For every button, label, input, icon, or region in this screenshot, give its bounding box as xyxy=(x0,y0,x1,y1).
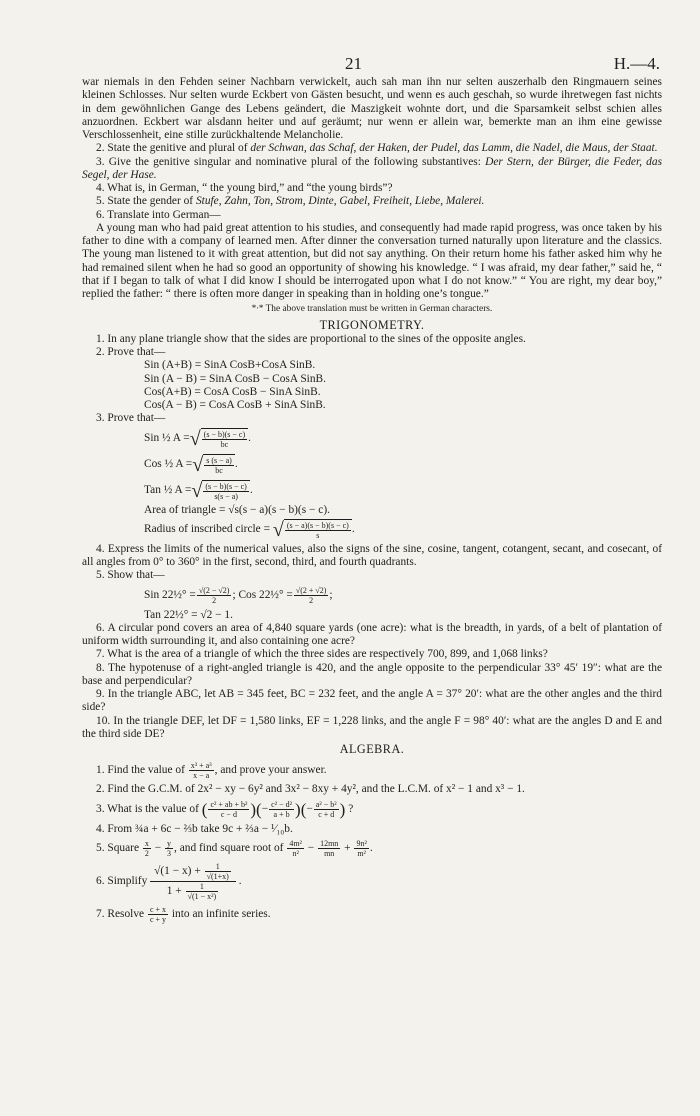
trig-q2-line: Sin (A+B) = SinA CosB+CosA SinB. xyxy=(144,359,316,372)
trig-q7: 7. What is the area of a triangle of which the three sides are respectively 700, 899, and 1,068 links? xyxy=(96,648,548,661)
formula-area: Area of triangle = √s(s − a)(s − b)(s − c). xyxy=(144,503,330,516)
trig-q9: 9. In the triangle ABC, let AB = 345 feet, BC = 232 feet, and the angle A = 37° 20′: what are the other angles and the third side? xyxy=(82,688,662,714)
formula-inscribed-radius: Radius of inscribed circle = √ $\frac{(s - a)(s - b)(s - c)}{s}$ . xyxy=(144,518,355,541)
page-number: 21 xyxy=(345,54,362,73)
trig-q2-line: Cos(A − B) = CosA CosB + SinA SinB. xyxy=(144,399,326,411)
algebra-q1: 1. Find the value of $\frac{\text{x³ + a³}}{x - a}$ , and prove your answer. xyxy=(96,760,327,780)
trigonometry-heading: TRIGONOMETRY. xyxy=(319,317,425,332)
algebra-q5: 5. Square $\frac{x}{2}$ − $\frac{y}{3}$ , and find square root of $\frac{\text{4m²}}{\text{n²}}$ − $\frac{12mn}{mn}$ + $\frac{\text{9n²}}{\text{m²}}$ . xyxy=(96,839,373,859)
algebra-heading: ALGEBRA. xyxy=(339,742,405,756)
formula-tan-22: Tan 22½° = √2 − 1. xyxy=(144,608,233,621)
algebra-q3: 3. What is the value of ( $\frac{\text{c² + ab + b²}}{c - d}$ ) ( − $\frac{\text{c² − d²}}{a + b}$ ) ( − $\frac{\text{a² − b²}}{c + d}$ ) ? xyxy=(96,799,354,819)
algebra-q7: 7. Resolve $\frac{c + x}{c + y}$ into an infinite series. xyxy=(96,905,271,925)
trig-q4: 4. Express the limits of the numerical values, also the signs of the sine, cosine, tangent, cotangent, secant, and cosecant, of all angles from 0° to 360° in the first, second, third, and fourth quadrants. xyxy=(82,542,662,568)
document-reference: H.—4. xyxy=(613,54,660,73)
trig-q1: 1. In any plane triangle show that the sides are proportional to the sines of the opposite angles. xyxy=(96,332,526,345)
german-q3: 3. Give the genitive singular and nominative plural of the following substantives: Der Stern, der Bürger, die Feder, das Segel, der Hase. xyxy=(82,155,662,181)
formula-cos-half-angle: Cos ½ A = √ $\frac{s (s - a)}{bc}$ . xyxy=(144,453,238,476)
trig-q2-line: Sin (A − B) = SinA CosB − CosA SinB. xyxy=(144,372,326,385)
translation-note: *∙* The above translation must be written in German characters. xyxy=(251,304,493,315)
algebra-q4: 4. From ¾a + 6c − ⅔b take 9c + ⅔a − ¹⁄₁₀b. xyxy=(96,822,293,835)
trig-q3: 3. Prove that— xyxy=(96,412,166,425)
page-header xyxy=(82,46,662,73)
german-q6: 6. Translate into German— xyxy=(96,208,221,221)
german-q5: 5. State the gender of Stufe, Zahn, Ton, Strom, Dinte, Gabel, Freiheit, Liebe, Malerei. xyxy=(96,195,485,208)
german-q4: 4. What is, in German, “ the young bird,” and “the young birds”? xyxy=(96,182,393,194)
algebra-q2: 2. Find the G.C.M. of 2x² − xy − 6y² and 3x² − 8xy + 4y², and the L.C.M. of x² − 1 and x³ − 1. xyxy=(96,783,525,796)
german-q2: 2. State the genitive and plural of der Schwan, das Schaf, der Haken, der Pudel, das Lamm, die Nadel, die Maus, der Staat. xyxy=(96,142,658,155)
trig-q2: 2. Prove that— xyxy=(96,346,166,358)
trig-q6: 6. A circular pond covers an area of 4,840 square yards (one acre): what is the breadth, in yards, of a belt of plantation of uniform width surrounding it, and also containing one acre? xyxy=(82,621,662,647)
formula-sin-cos-22: Sin 22½° = $\frac{√(2 - √2)}{2}$ ; Cos 22½° = $\frac{√(2 + √2)}{2}$ ; xyxy=(144,586,333,605)
formula-tan-half-angle: Tan ½ A = √ $\frac{(s - b)(s - c)}{s(s - a)}$ . xyxy=(144,479,253,502)
algebra-q6: 6. Simplify √(1 − x) + $\frac{1}{√(1+x)}$ 1 + $\frac{1}{\text{√(1 − x²)}}$ . xyxy=(96,862,242,902)
trig-q10: 10. In the triangle DEF, let DF = 1,580 links, EF = 1,228 links, and the angle F = 98° 40′: what are the angles D and E and the third side DE? xyxy=(82,714,662,740)
german-passage: war niemals in den Fehden seiner Nachbarn verwickelt, auch sah man ihn nur selten auszerhalb den Ringmauern seines kleinen Schlosses. Nur selten wurde Eckbert von Gästen besucht, und wenn es auch geschah, so wurde ihretwegen fast nichts in dem gewöhnlichen Gange des Lebens geändert, die Maszigkeit wohnte dort, und die Sparsamkeit selbst schien alles anzuordnen. Eckbert war alsdann heiter und auf geräumt; nur wenn er allein war, bemerkte man an ihm eine gewisse Verschlossenheit, eine stille zurückhaltende Melancholie. xyxy=(82,76,662,141)
trig-q8: 8. The hypotenuse of a right-angled triangle is 420, and the angle opposite to the perpendicular 33° 45′ 19″: what are the base and perpendicular? xyxy=(82,661,662,687)
formula-sin-half-angle: Sin ½ A = √ $\frac{(s - b)(s - c)}{bc}$ . xyxy=(144,427,251,450)
trig-q5: 5. Show that— xyxy=(96,569,165,582)
trig-q2-line: Cos(A+B) = CosA CosB − SinA SinB. xyxy=(144,385,321,398)
translation-passage: A young man who had paid great attention to his studies, and consequently had made rapid progress, was once taken by his father to dine with a company of learned men. After dinner the conversation turned naturally upon literature and the classics. The young man listened to it with great attention, but did not say anything. On their return home his father asked him why he had remained silent when he had so good an opportunity of showing his knowledge. “ I was afraid, my dear father,” said he, “ that if I began to talk of what I did know I should be interrogated upon what I do not know.” “ You are right, my dear boy,” replied the father: “ there is often more danger in speaking than in holding one’s tongue.” xyxy=(82,221,662,300)
